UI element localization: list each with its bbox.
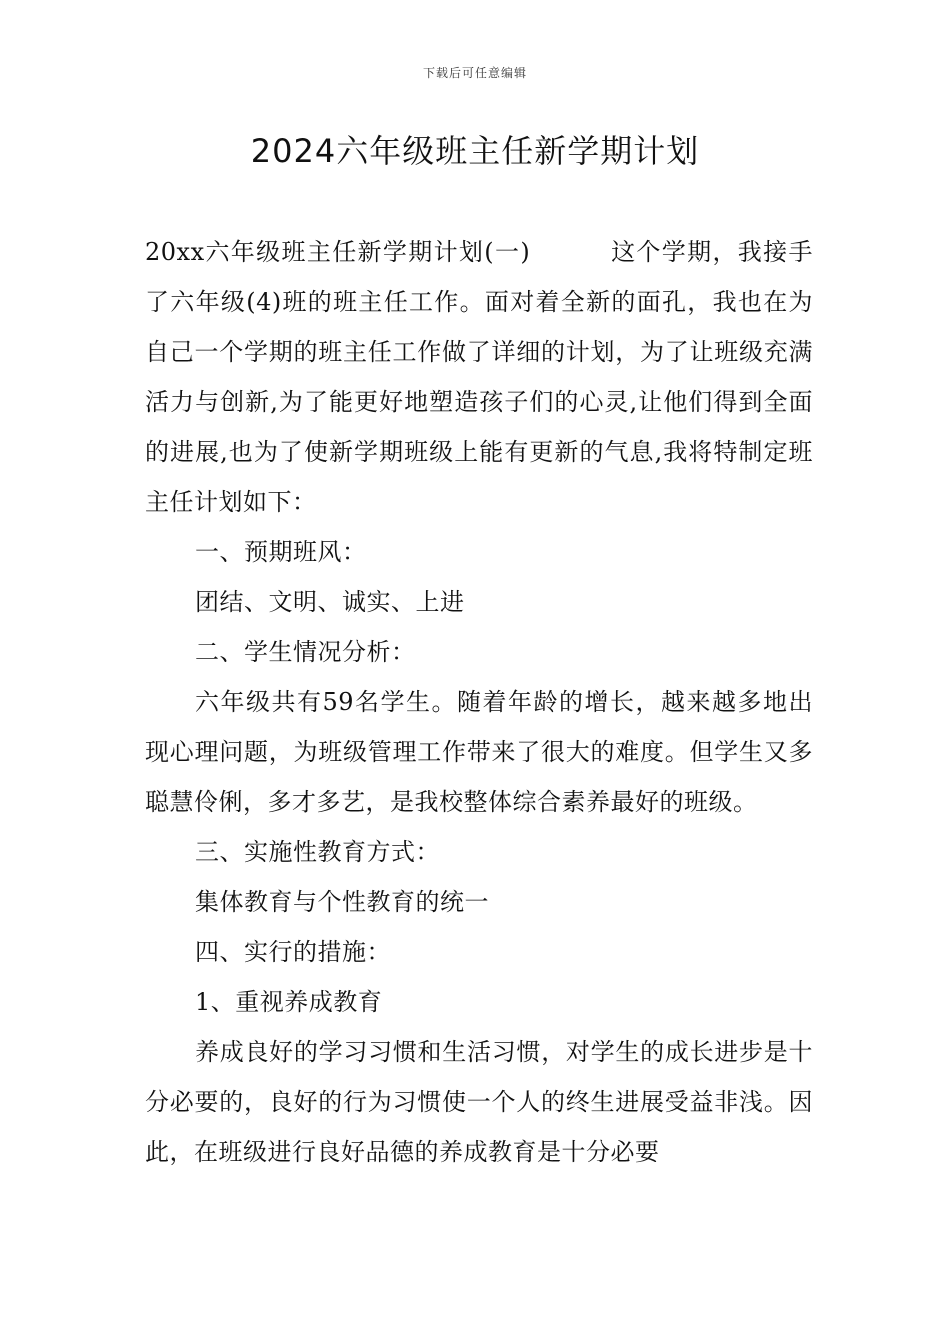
- intro-text: 这个学期，我接手了六年级(4)班的班主任工作。面对着全新的面孔，我也在为自己一个学期的班主任工作做了详细的计划，为了让班级充满活力与创新,为了能更好地塑造孩子们的心灵,让他们得到全面的进展,也为了使新学期班级上能有更新的气息,我将特制定班主任计划如下：: [145, 238, 814, 516]
- measure-item-1-text: 养成良好的学习习惯和生活习惯，对学生的成长进步是十分必要的，良好的行为习惯使一个人的终生进展受益非浅。因此，在班级进行良好品德的养成教育是十分必要: [145, 1038, 813, 1166]
- section-heading-education-method: 三、实施性教育方式：: [195, 838, 440, 866]
- student-analysis-text: 六年级共有59名学生。随着年龄的增长，越来越多地出现心理问题，为班级管理工作带来了很大的难度。但学生又多聪慧伶俐，多才多艺，是我校整体综合素养最好的班级。: [145, 688, 813, 816]
- section-heading-student-analysis: 二、学生情况分析：: [195, 638, 416, 666]
- intro-heading: 20xx六年级班主任新学期计划(一): [145, 238, 531, 266]
- section-heading-measures: 四、实行的措施：: [195, 938, 391, 966]
- section-heading-class-style: 一、预期班风：: [195, 538, 367, 566]
- document-body: [145, 227, 813, 1177]
- class-style-text: 团结、文明、诚实、上进: [195, 588, 465, 616]
- education-method-text: 集体教育与个性教育的统一: [195, 888, 489, 916]
- measure-item-1-heading: 1、重视养成教育: [195, 988, 383, 1016]
- intro-paragraph: [145, 227, 813, 527]
- header-note: 下载后可任意编辑: [422, 66, 527, 80]
- document-title: 2024六年级班主任新学期计划: [250, 132, 700, 170]
